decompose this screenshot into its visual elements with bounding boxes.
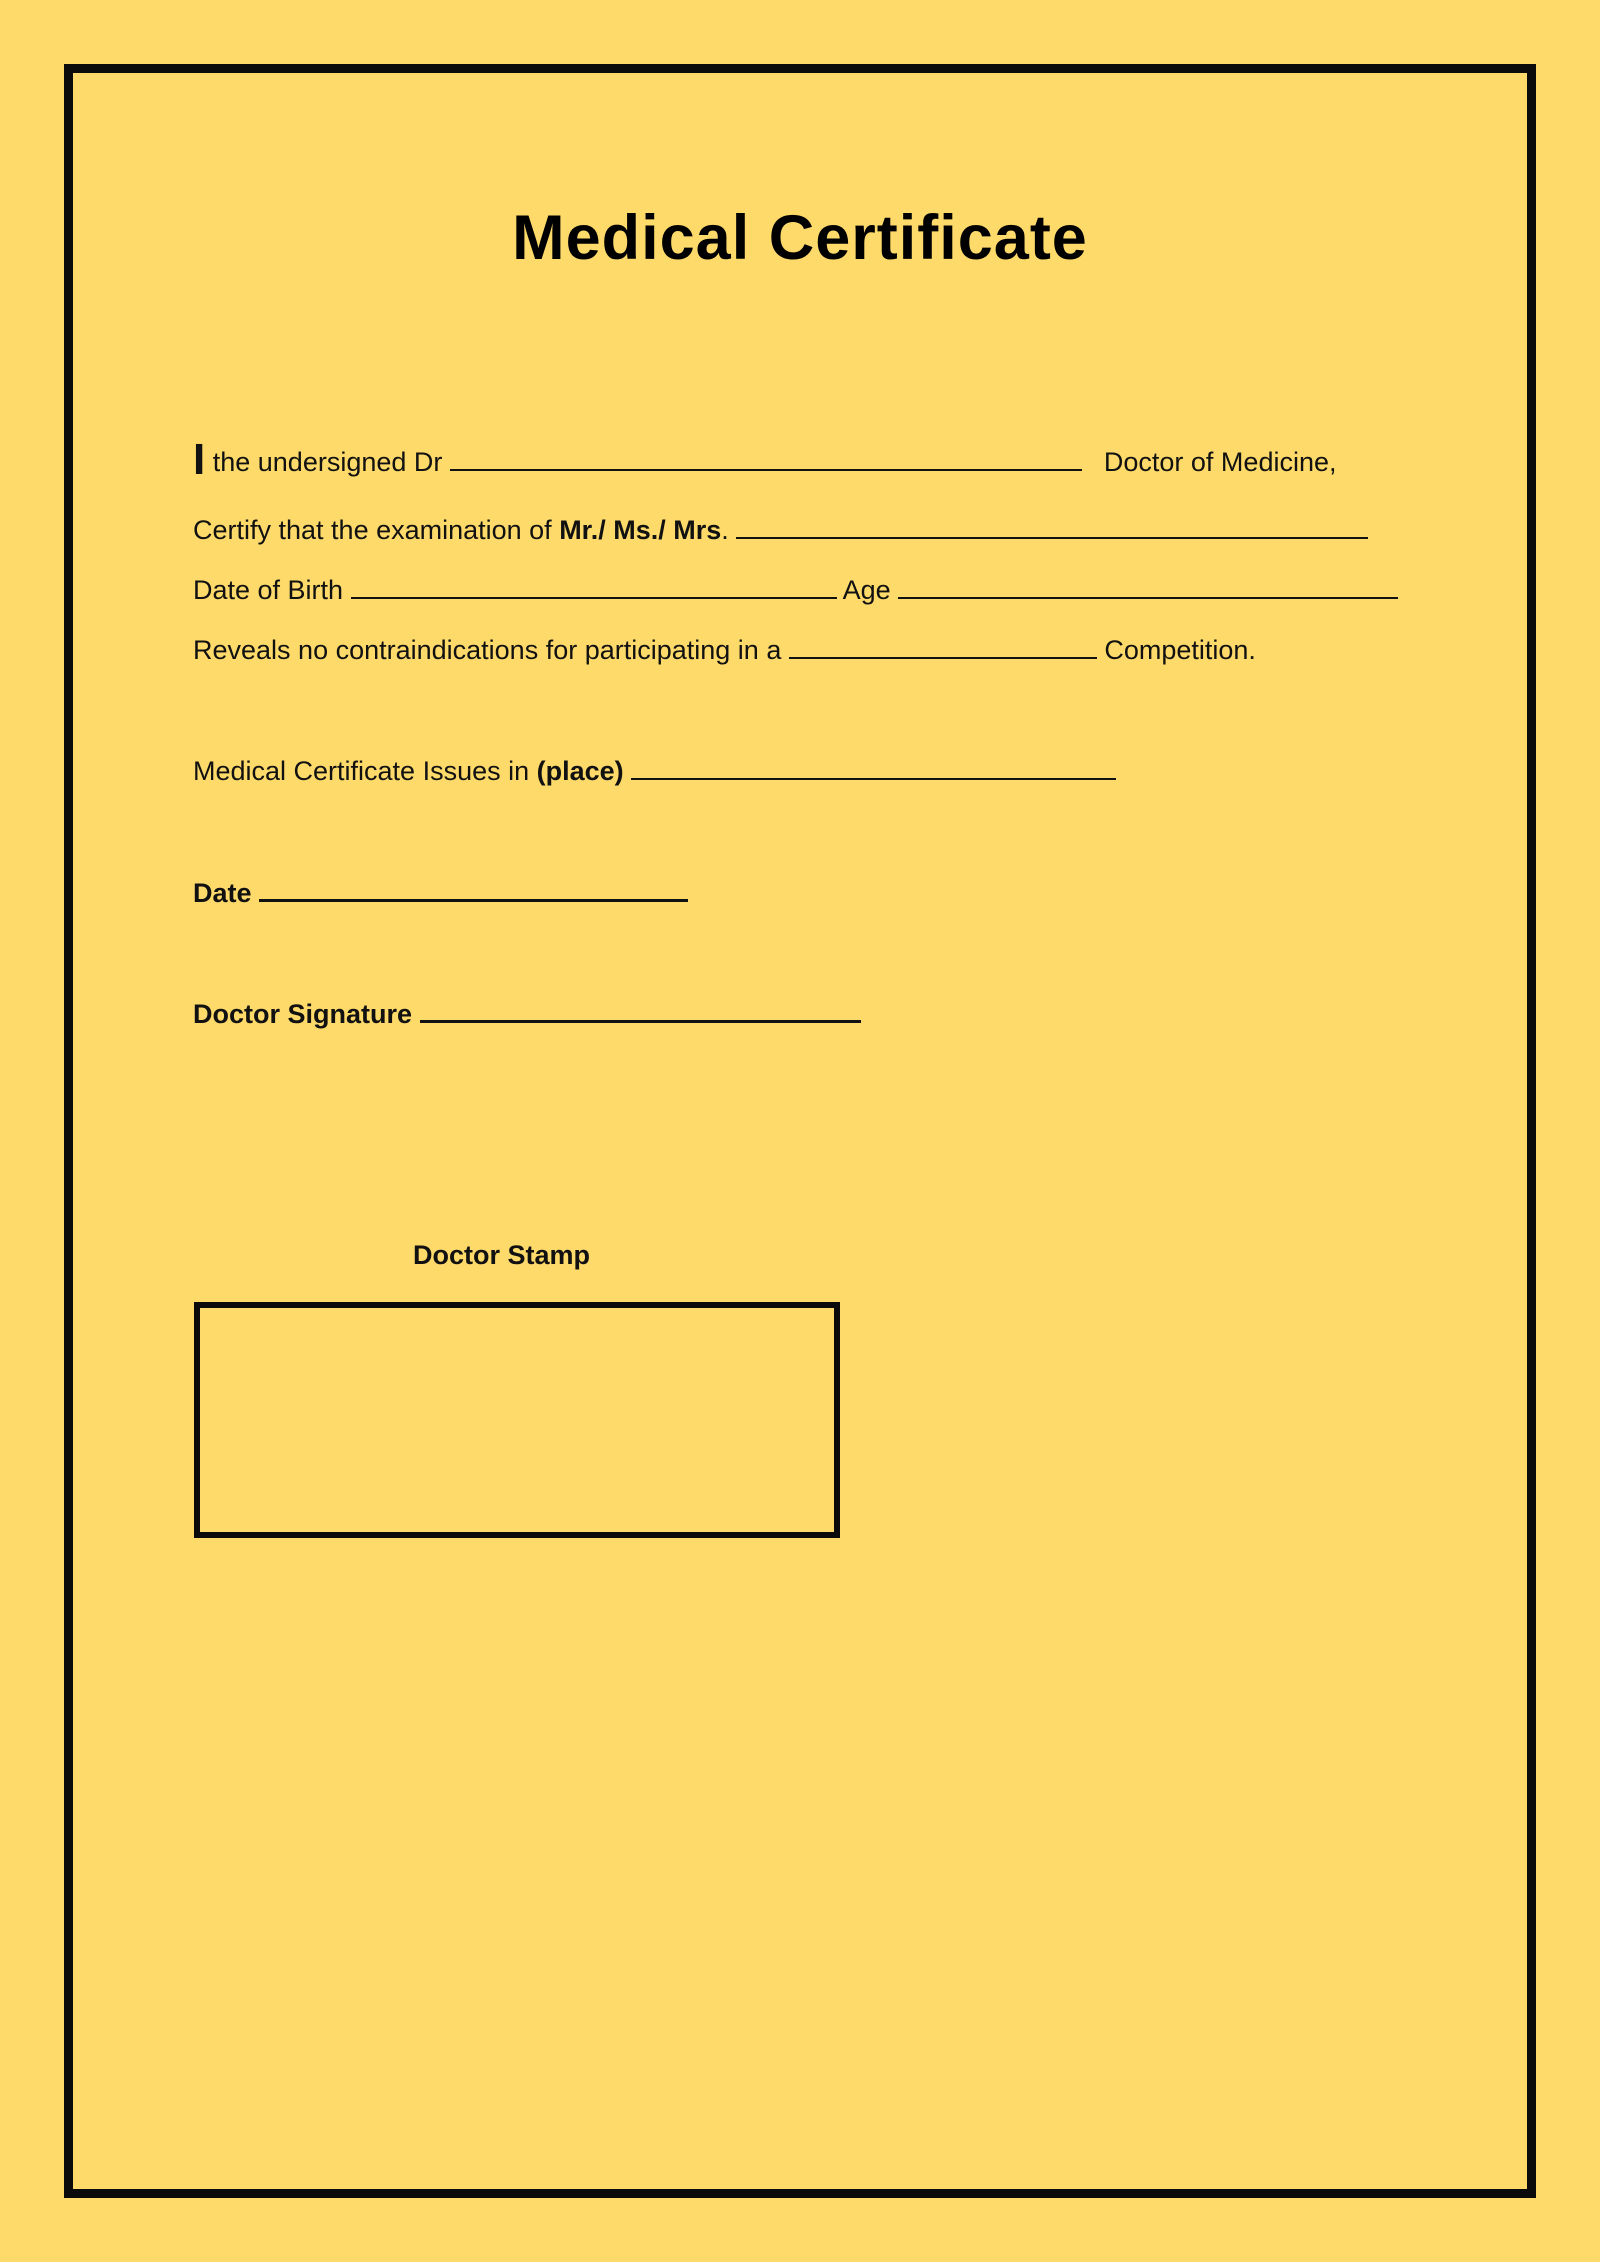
doctor-name-field[interactable]	[450, 441, 1082, 471]
drop-cap-letter: I	[193, 435, 206, 484]
page-title: Medical Certificate	[512, 203, 1088, 273]
place-field[interactable]	[631, 750, 1116, 780]
undersigned-label: the undersigned Dr	[205, 447, 450, 477]
place-label: (place)	[536, 756, 624, 786]
competition-label: Competition.	[1096, 635, 1256, 665]
issues-in-label: Medical Certificate Issues in	[193, 756, 537, 786]
stamp-label: Doctor Stamp	[413, 1240, 591, 1270]
age-field[interactable]	[898, 569, 1398, 599]
doctor-of-medicine-label: Doctor of Medicine,	[1103, 447, 1337, 477]
certificate-border	[64, 64, 1536, 2198]
title-options-label: Mr./ Ms./ Mrs	[559, 515, 722, 545]
signature-label: Doctor Signature	[193, 999, 420, 1029]
dob-label: Date of Birth	[193, 575, 351, 605]
patient-name-line	[193, 509, 1368, 550]
dob-field[interactable]	[351, 569, 837, 599]
stamp-box[interactable]	[194, 1302, 840, 1538]
contraindications-label: Reveals no contraindications for participating in a	[193, 635, 789, 665]
competition-field[interactable]	[789, 629, 1097, 659]
dob-age-line	[193, 569, 1398, 610]
certify-label: Certify that the examination of	[193, 515, 560, 545]
signature-field[interactable]	[420, 992, 861, 1023]
competition-line	[193, 629, 1256, 670]
date-label: Date	[193, 878, 260, 908]
age-label: Age	[836, 575, 899, 605]
date-field[interactable]	[259, 871, 688, 902]
place-line	[193, 750, 1116, 791]
doctor-name-line	[193, 435, 1337, 484]
signature-line	[193, 992, 861, 1034]
title-period: .	[721, 515, 737, 545]
date-line	[193, 871, 688, 913]
patient-name-field[interactable]	[736, 509, 1368, 539]
